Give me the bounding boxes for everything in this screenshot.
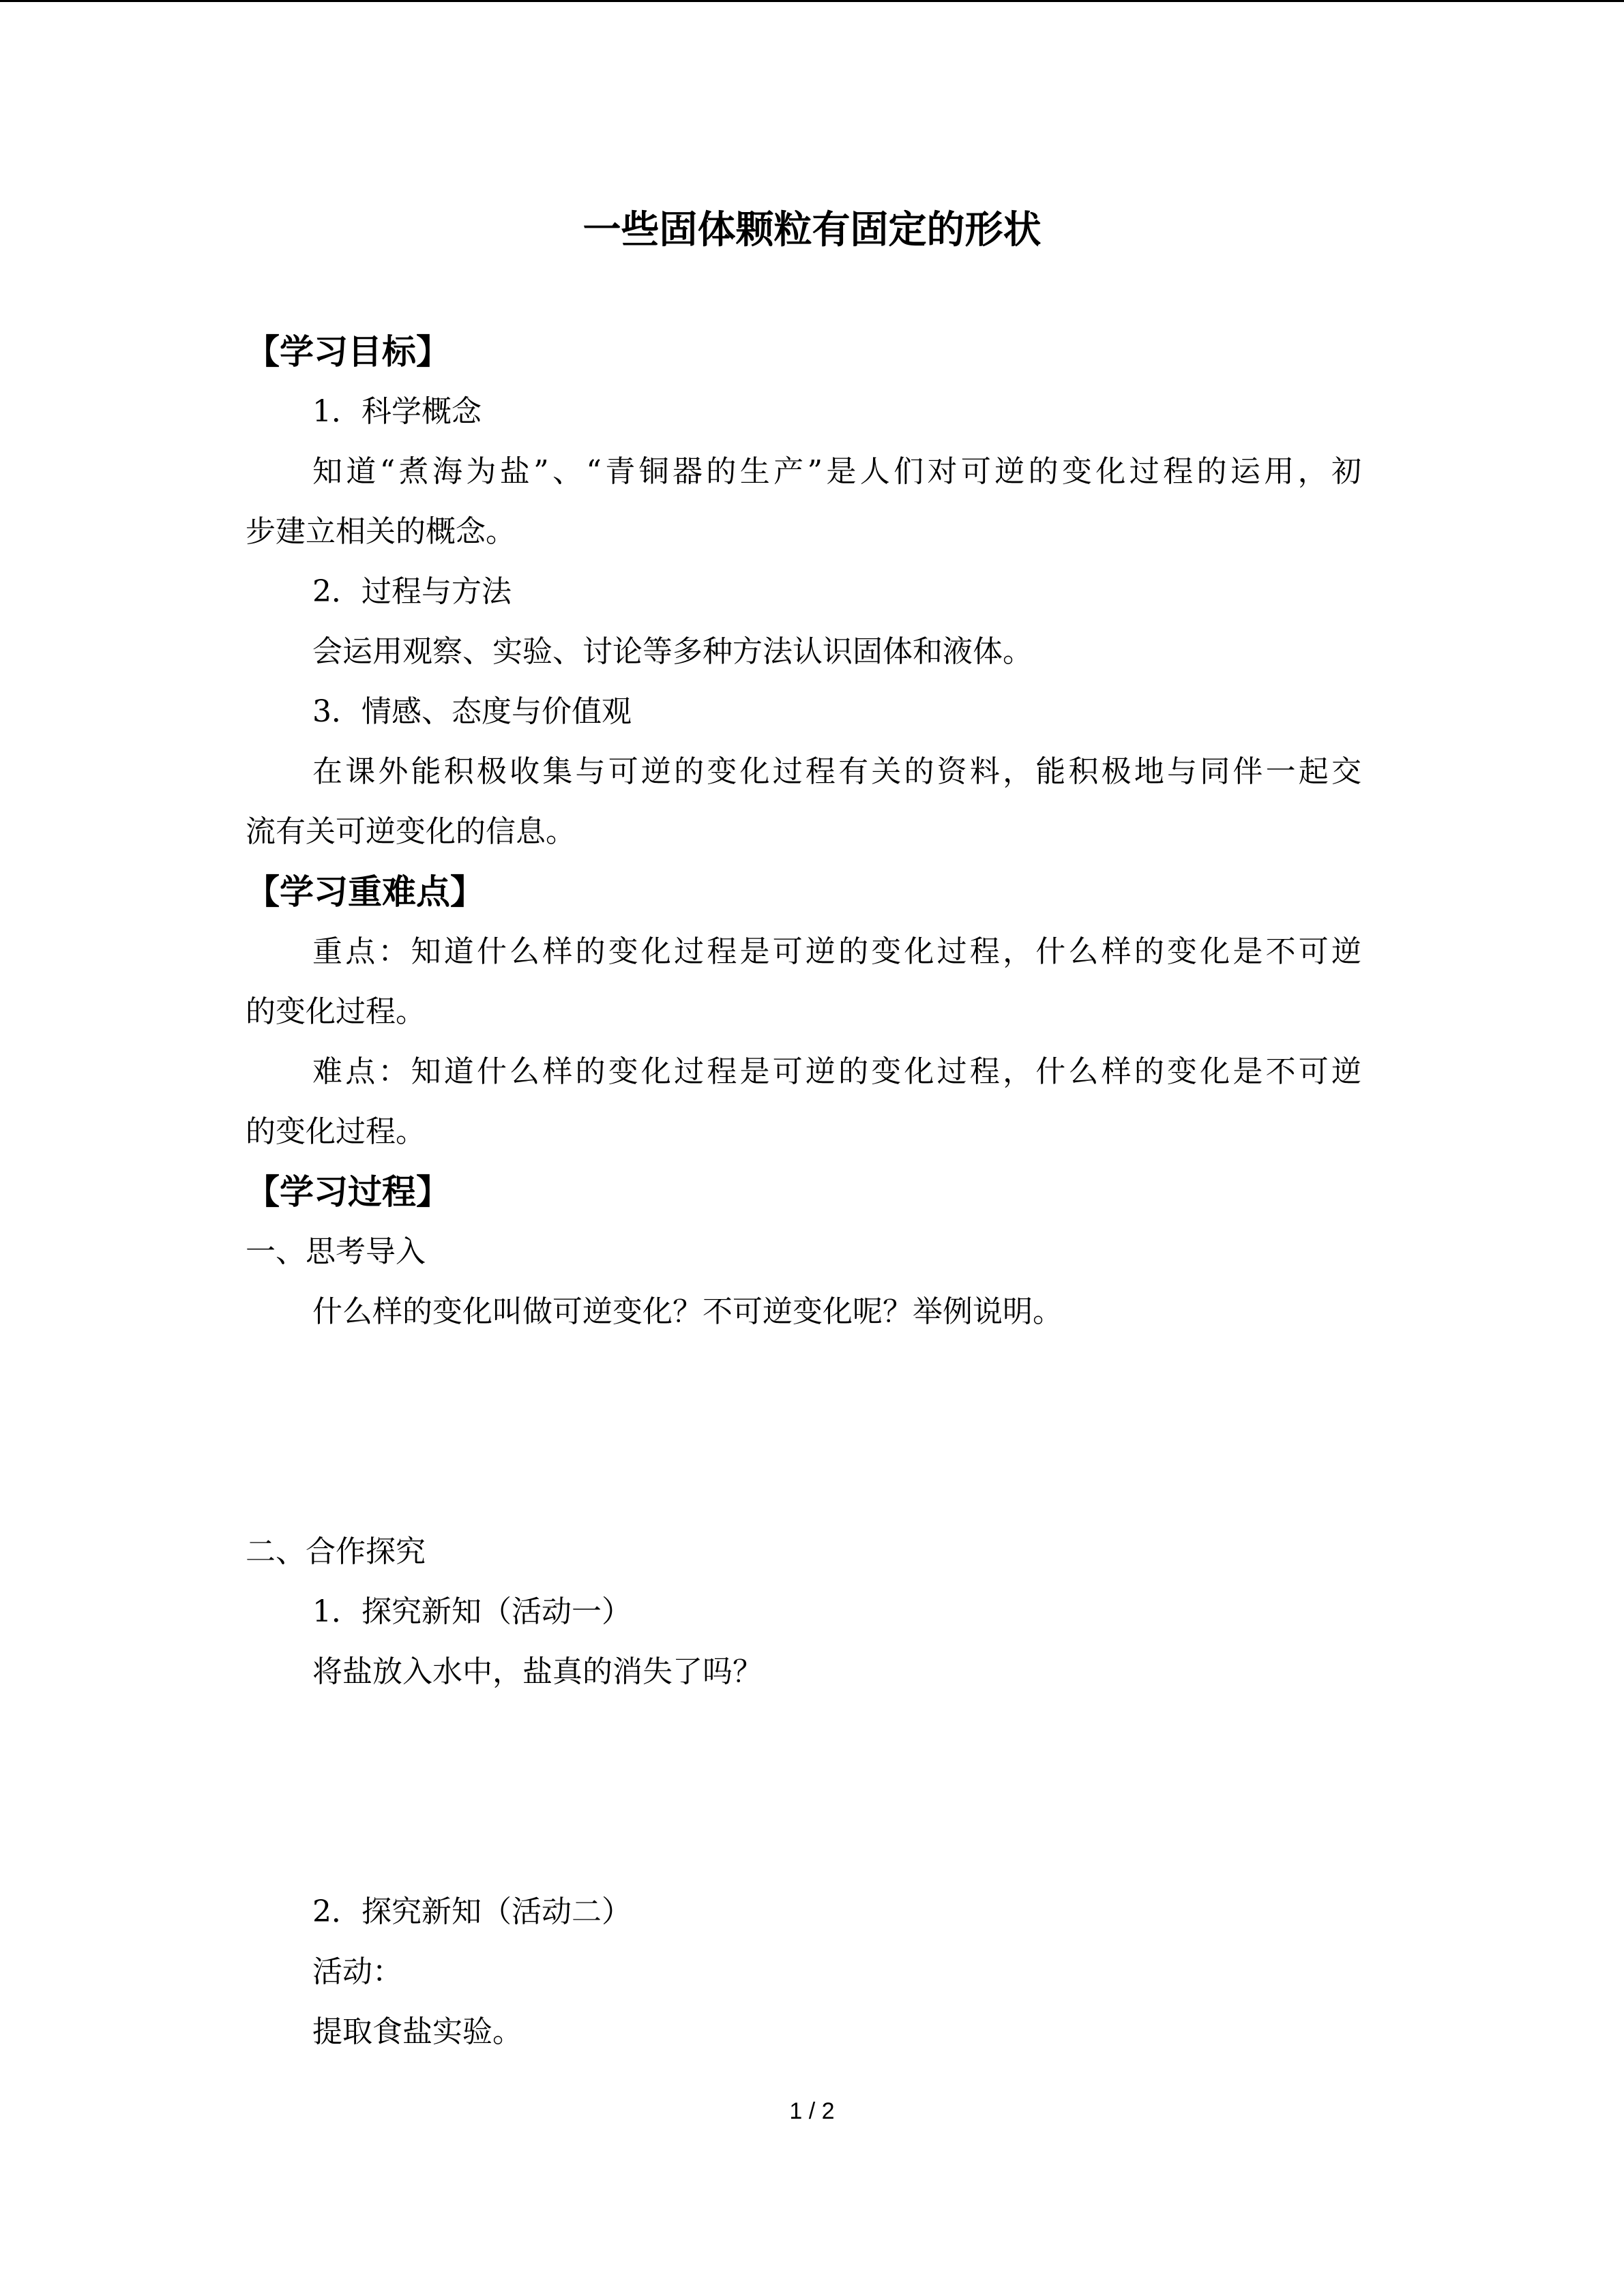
activity-2-text1: 活动：: [312, 1954, 402, 1989]
objective-3-text-line2: 流有关可逆变化的信息。: [246, 814, 576, 849]
activity-1-text: 将盐放入水中，盐真的消失了吗？: [312, 1654, 763, 1689]
objective-1-text-line1: 知道“煮海为盐”、“青铜器的生产”是人们对可逆的变化过程的运用，初: [312, 454, 1361, 489]
process-part1-text: 什么样的变化叫做可逆变化？不可逆变化呢？举例说明。: [312, 1294, 1063, 1329]
page-number: 1 / 2: [789, 2098, 835, 2124]
difficult-point-line1: 难点：知道什么样的变化过程是可逆的变化过程，什么样的变化是不可逆: [312, 1054, 1361, 1089]
activity-2-label: 2．探究新知（活动二）: [312, 1894, 632, 1929]
objective-1-label: 1．科学概念: [312, 394, 482, 429]
document-title: 一些固体颗粒有固定的形状: [582, 208, 1042, 252]
objective-3-text-line1: 在课外能积极收集与可逆的变化过程有关的资料，能积极地与同伴一起交: [312, 754, 1361, 789]
process-heading: 【学习过程】: [246, 1172, 450, 1212]
objective-2-text: 会运用观察、实验、讨论等多种方法认识固体和液体。: [312, 634, 1033, 669]
objective-1-text-line2: 步建立相关的概念。: [246, 514, 516, 549]
difficult-point-line2: 的变化过程。: [246, 1114, 426, 1149]
activity-1-label: 1．探究新知（活动一）: [312, 1594, 632, 1629]
process-part2-title: 二、合作探究: [246, 1534, 426, 1569]
objectives-heading: 【学习目标】: [246, 332, 450, 372]
key-point-line2: 的变化过程。: [246, 994, 426, 1029]
process-part1-title: 一、思考导入: [246, 1234, 426, 1269]
key-points-heading: 【学习重难点】: [246, 872, 484, 912]
objective-3-label: 3．情感、态度与价值观: [312, 694, 632, 729]
activity-2-text2: 提取食盐实验。: [312, 2014, 522, 2049]
key-point-line1: 重点：知道什么样的变化过程是可逆的变化过程，什么样的变化是不可逆: [312, 934, 1361, 969]
objective-2-label: 2．过程与方法: [312, 574, 512, 609]
